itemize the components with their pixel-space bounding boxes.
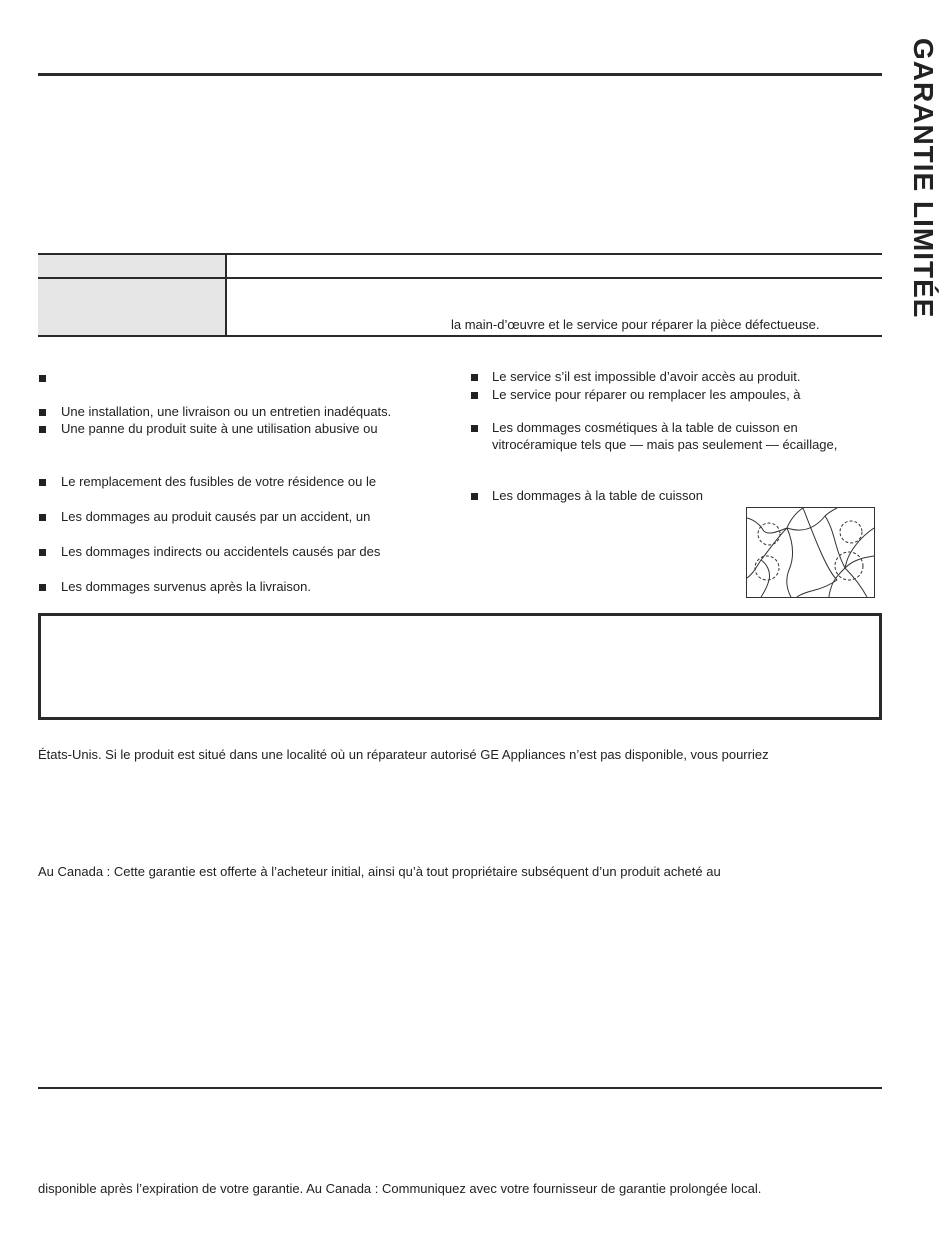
table-row-text: la main-d’œuvre et le service pour réparer la pièce défectueuse. (451, 317, 820, 332)
paragraph-extended-warranty: disponible après l’expiration de votre garantie. Au Canada : Communiquez avec votre fournisseur de garantie prolongée local. (38, 1181, 762, 1196)
list-item: Les dommages survenus après la livraison. (61, 579, 312, 594)
table-row-cell-left (38, 279, 225, 335)
bullet-icon (39, 375, 46, 382)
bullet-icon (39, 549, 46, 556)
bullet-icon (39, 584, 46, 591)
table-mid-rule (38, 277, 882, 279)
table-header-cell-left (38, 254, 225, 277)
list-item: Le service s’il est impossible d’avoir accès au produit. (492, 369, 801, 384)
list-item-continuation: vitrocéramique tels que — mais pas seulement — écaillage, (492, 437, 838, 452)
bottom-rule (38, 1087, 882, 1089)
bullet-icon (471, 425, 478, 432)
bullet-icon (471, 493, 478, 500)
list-item: Les dommages indirects ou accidentels causés par des (61, 544, 381, 559)
list-item: Les dommages à la table de cuisson (492, 488, 704, 503)
bullet-icon (39, 514, 46, 521)
paragraph-usa: États-Unis. Si le produit est situé dans une localité où un réparateur autorisé GE Appliances n’est pas disponible, vous pourriez (38, 747, 769, 762)
notice-box (38, 613, 882, 720)
paragraph-canada: Au Canada : Cette garantie est offerte à l’acheteur initial, ainsi qu’à tout propriétaire subséquent d’un produit acheté au (38, 864, 721, 879)
side-title: GARANTIE LIMITÉE (908, 38, 939, 319)
bullet-icon (39, 409, 46, 416)
bullet-icon (39, 426, 46, 433)
table-bottom-rule (38, 335, 882, 337)
list-item: Une panne du produit suite à une utilisation abusive ou (61, 421, 378, 436)
table-top-rule (38, 253, 882, 255)
bullet-icon (471, 374, 478, 381)
bullet-icon (39, 479, 46, 486)
cracked-glass-icon (747, 508, 874, 597)
list-item: Les dommages cosmétiques à la table de cuisson en (492, 420, 798, 435)
top-rule (38, 73, 882, 76)
list-item: Une installation, une livraison ou un entretien inadéquats. (61, 404, 392, 419)
list-item: Le remplacement des fusibles de votre résidence ou le (61, 474, 377, 489)
bullet-icon (471, 392, 478, 399)
cracked-cooktop-illustration (746, 507, 875, 598)
table-column-divider (225, 253, 227, 337)
list-item: Les dommages au produit causés par un accident, un (61, 509, 371, 524)
list-item: Le service pour réparer ou remplacer les ampoules, à (492, 387, 801, 402)
